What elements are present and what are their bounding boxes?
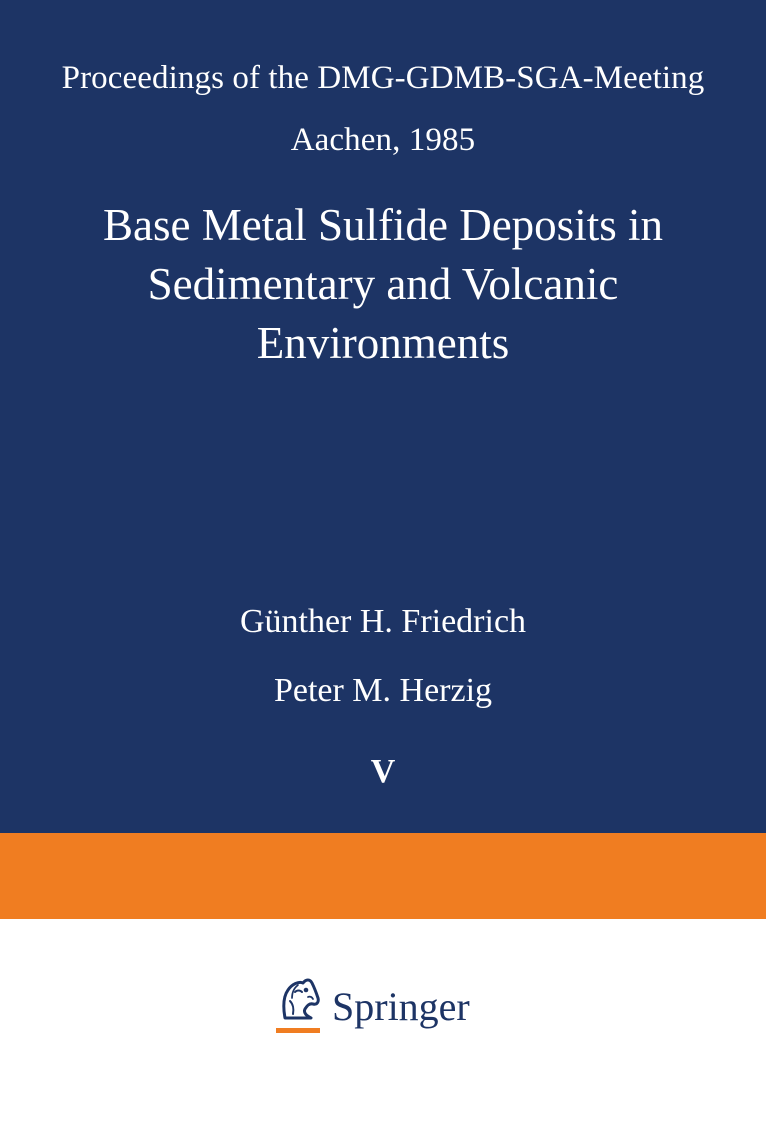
author-name: Günther H. Friedrich [239, 603, 527, 640]
book-title-line: Base Metal Sulfide Deposits in [103, 200, 663, 250]
orange-accent-band [0, 833, 766, 919]
series-place-year: Aachen, 1985 [290, 122, 476, 158]
book-title-line: Sedimentary and Volcanic [147, 259, 619, 309]
publisher-name: Springer [332, 984, 470, 1029]
author-name: Peter M. Herzig [273, 672, 493, 709]
series-title: Proceedings of the DMG-GDMB-SGA-Meeting [61, 60, 705, 96]
volume-number: V [370, 753, 396, 790]
publisher-imprint [272, 975, 512, 1037]
book-title [0, 196, 766, 373]
springer-knight-icon [272, 975, 324, 1037]
book-title-line: Environments [256, 318, 510, 368]
